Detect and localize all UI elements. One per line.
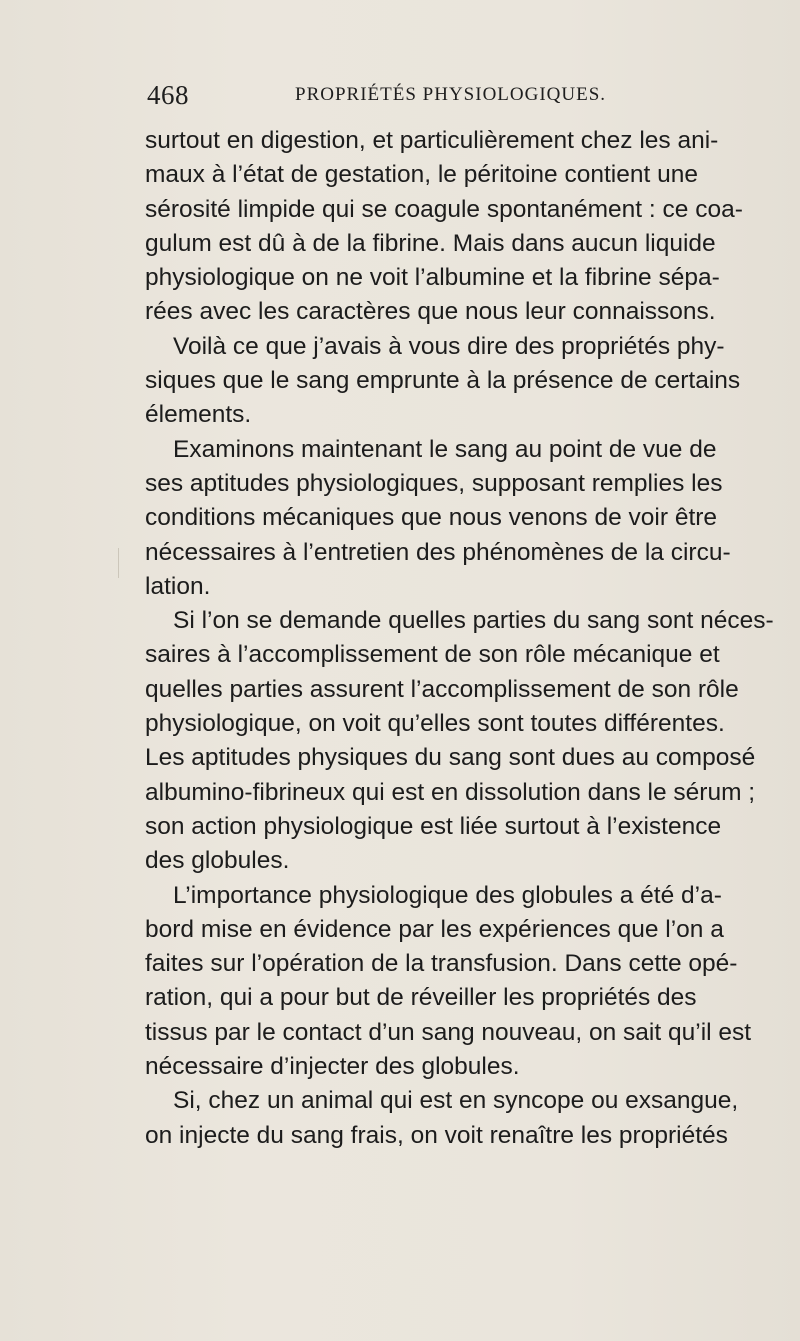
text-line: Examinons maintenant le sang au point de vue de xyxy=(173,435,717,463)
text-line: ses aptitudes physiologiques, supposant remplies les xyxy=(145,469,723,497)
text-line: Si, chez un animal qui est en syncope ou exsangue, xyxy=(173,1087,739,1115)
margin-mark xyxy=(118,548,125,578)
text-line: physiologique, on voit qu’elles sont toutes différentes. xyxy=(145,710,725,738)
text-line: sérosité limpide qui se coagule spontanément : ce coa- xyxy=(145,195,743,223)
running-head: PROPRIÉTÉS PHYSIOLOGIQUES. xyxy=(295,84,607,105)
page-number: 468 xyxy=(147,80,189,110)
text-line: lation. xyxy=(145,572,211,600)
text-line: conditions mécaniques que nous venons de voir être xyxy=(145,504,718,532)
text-line: faites sur l’opération de la transfusion. Dans cette opé- xyxy=(145,950,738,978)
text-line: Voilà ce que j’avais à vous dire des propriétés phy- xyxy=(173,332,725,360)
text-line: quelles parties assurent l’accomplissement de son rôle xyxy=(145,675,739,703)
text-line: saires à l’accomplissement de son rôle mécanique et xyxy=(145,641,720,669)
text-line: L’importance physiologique des globules a été d’a- xyxy=(173,881,722,909)
text-line: bord mise en évidence par les expériences que l’on a xyxy=(145,915,724,943)
text-line: physiologique on ne voit l’albumine et la fibrine sépa- xyxy=(145,264,720,292)
text-line: élements. xyxy=(145,401,252,429)
text-line: Les aptitudes physiques du sang sont dues au composé xyxy=(145,744,756,772)
text-line: rées avec les caractères que nous leur connaissons. xyxy=(145,298,716,326)
text-line: des globules. xyxy=(145,847,290,875)
text-line: tissus par le contact d’un sang nouveau, on sait qu’il est xyxy=(145,1018,752,1046)
body-text xyxy=(145,124,774,1153)
text-line: albumino-fibrineux qui est en dissolution dans le sérum ; xyxy=(145,778,756,806)
text-line: siques que le sang emprunte à la présence de certains xyxy=(145,367,741,395)
text-line: gulum est dû à de la fibrine. Mais dans aucun liquide xyxy=(145,229,716,257)
text-line: nécessaire d’injecter des globules. xyxy=(145,1053,520,1081)
text-line: son action physiologique est liée surtout à l’existence xyxy=(145,812,722,840)
page-header xyxy=(145,80,625,116)
text-line: Si l’on se demande quelles parties du sang sont néces- xyxy=(173,607,774,635)
text-line: maux à l’état de gestation, le péritoine contient une xyxy=(145,161,698,189)
text-line: ration, qui a pour but de réveiller les propriétés des xyxy=(145,984,697,1012)
text-line: on injecte du sang frais, on voit renaître les propriétés xyxy=(145,1121,728,1149)
text-line: nécessaires à l’entretien des phénomènes de la circu- xyxy=(145,538,731,566)
text-line: surtout en digestion, et particulièrement chez les ani- xyxy=(145,127,719,154)
